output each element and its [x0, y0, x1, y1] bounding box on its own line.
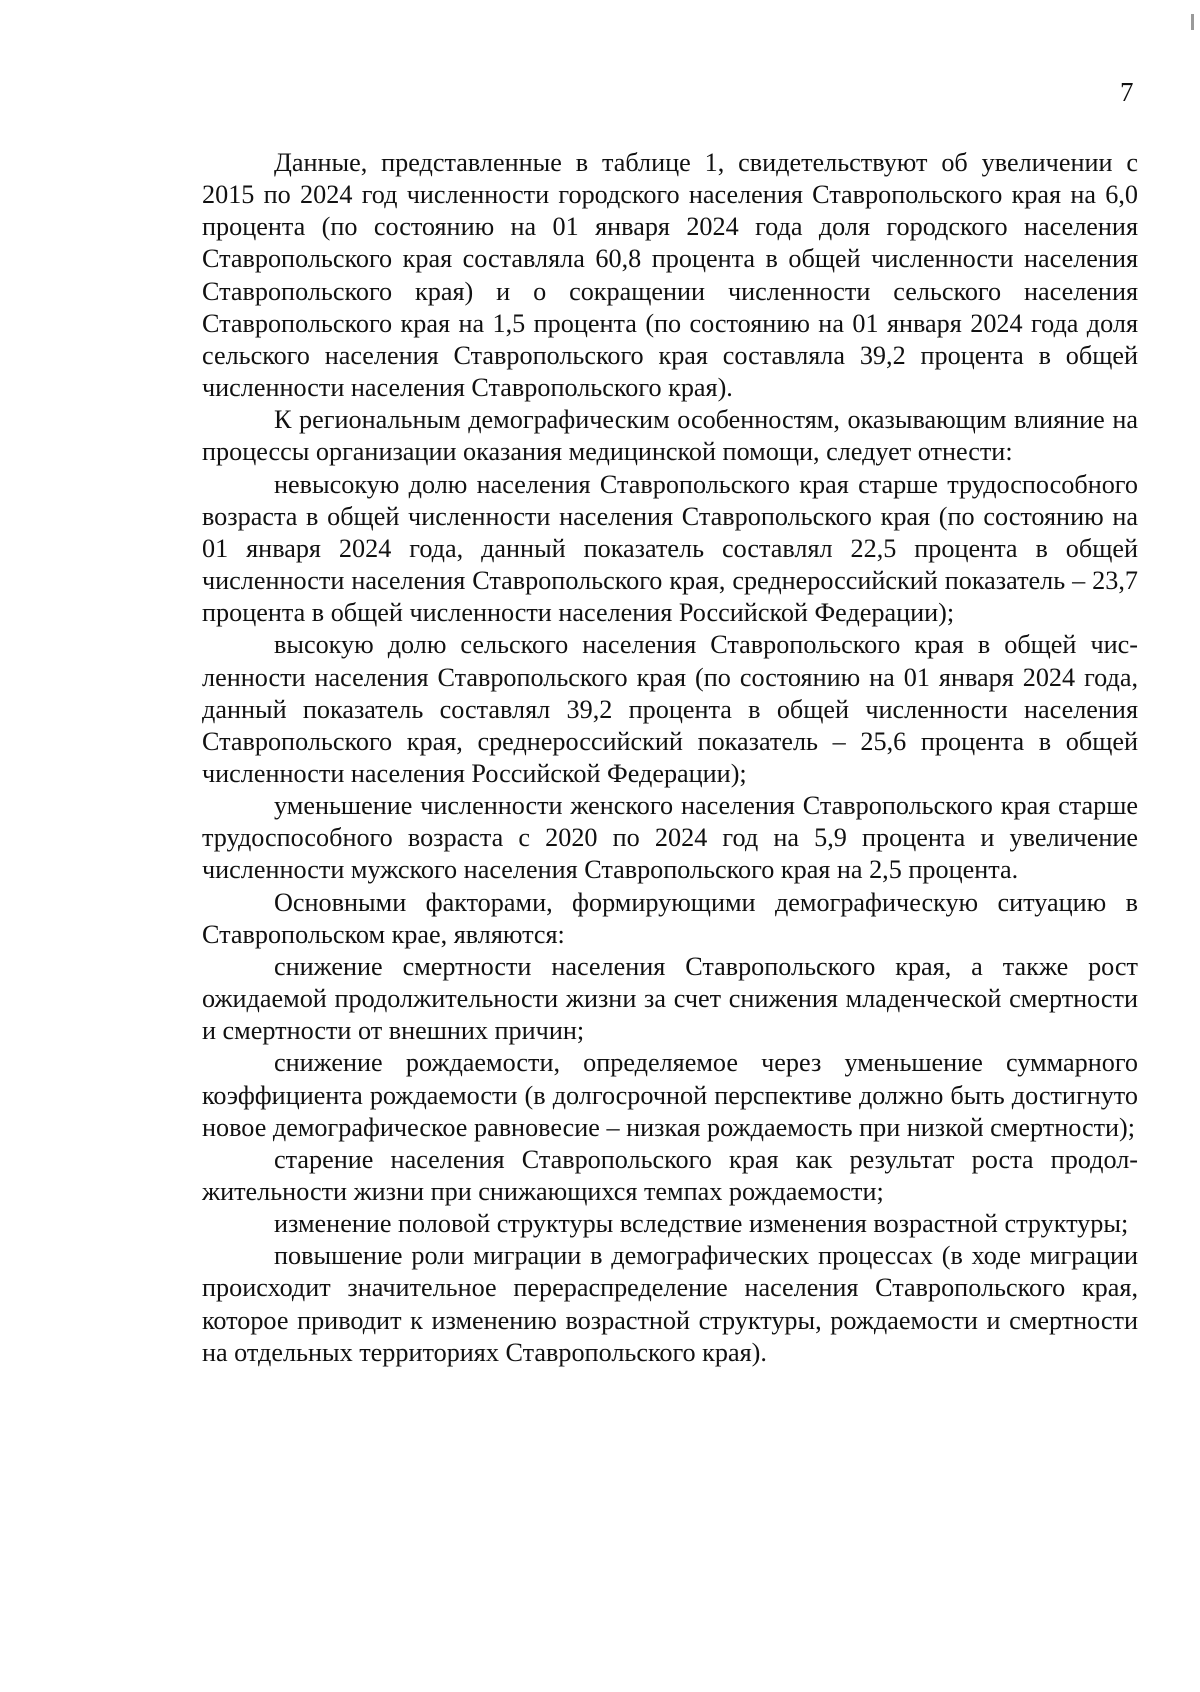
paragraph-urban-rural-dynamics: Данные, представленные в таблице 1, свидетельствуют об увеличении с 2015 по 2024 год численности городского населения Ставропольского края на 6,0 процента (по состоянию на 01 января 2024 года доля городского населения Ставропольского края составляла 60,8 процента в общей численности населения Ставропольского края) и о сокращении численности сельского населения Ставропольского края на 1,5 процента (по состоянию на 01 января 2024 года доля сельского населения Ставропольского края составляла 39,2 процента в общей численности населения Ставропольского края).	[202, 148, 1138, 403]
body-text	[202, 147, 1138, 1369]
list-item-rural-share: высокую долю сельского населения Ставропольского края в общей численности населения Ставропольского края (по состоянию на 01 января 2024 года, данный показатель составлял 39,2 процента в общей численности населения Ставропольского края, среднероссийский показатель – 25,6 процента в общей численности населения Российской Федерации);	[202, 630, 1138, 788]
list-item-sex-structure: изменение половой структуры вследствие изменения возрастной структуры;	[274, 1209, 1129, 1239]
list-item-population-aging: старение населения Ставропольского края как результат роста продолжительности жизни при снижающихся темпах рождаемости;	[202, 1144, 1138, 1206]
list-item-birth-rate-decrease: снижение рождаемости, определяемое через уменьшение суммарного коэффициента рождаемости (в долгосрочной перспективе должно быть достигнуто новое демографическое равновесие – низкая рождаемость при низкой смертности);	[202, 1048, 1138, 1142]
paragraph-factors-intro: Основными факторами, формирующими демографическую ситуацию в Ставропольском крае, являются:	[202, 887, 1138, 949]
list-item-mortality-decrease: снижение смертности населения Ставропольского края, а также рост ожидаемой продолжительности жизни за счет снижения младенческой смертности и смертности от внешних причин;	[202, 951, 1138, 1046]
paragraph-regional-features-intro: К региональным демографическим особенностям, оказывающим влияние на процессы организации оказания медицинской помощи, следует отнести:	[202, 405, 1138, 467]
scan-edge-mark	[1191, 14, 1194, 30]
list-item-elderly-share: невысокую долю населения Ставропольского края старше трудоспособного возраста в общей численности населения Ставропольского края (по состоянию на 01 января 2024 года, данный показатель составлял 22,5 процента в общей численности населения Ставропольского края, среднероссийский показатель – 23,7 процента в общей численности населения Российской Федерации);	[202, 469, 1138, 628]
list-item-gender-change: уменьшение численности женского населения Ставропольского края старше трудоспособного возраста с 2020 по 2024 год на 5,9 процента и увеличение численности мужского населения Ставропольского края на 2,5 процента.	[202, 791, 1138, 885]
list-item-migration-role: повышение роли миграции в демографических процессах (в ходе миграции происходит значительное перераспределение населения Ставропольского края, которое приводит к изменению возрастной структуры, рождаемости и смертности на отдельных территориях Ставропольского края).	[202, 1241, 1138, 1367]
page-number: 7	[1120, 77, 1134, 107]
